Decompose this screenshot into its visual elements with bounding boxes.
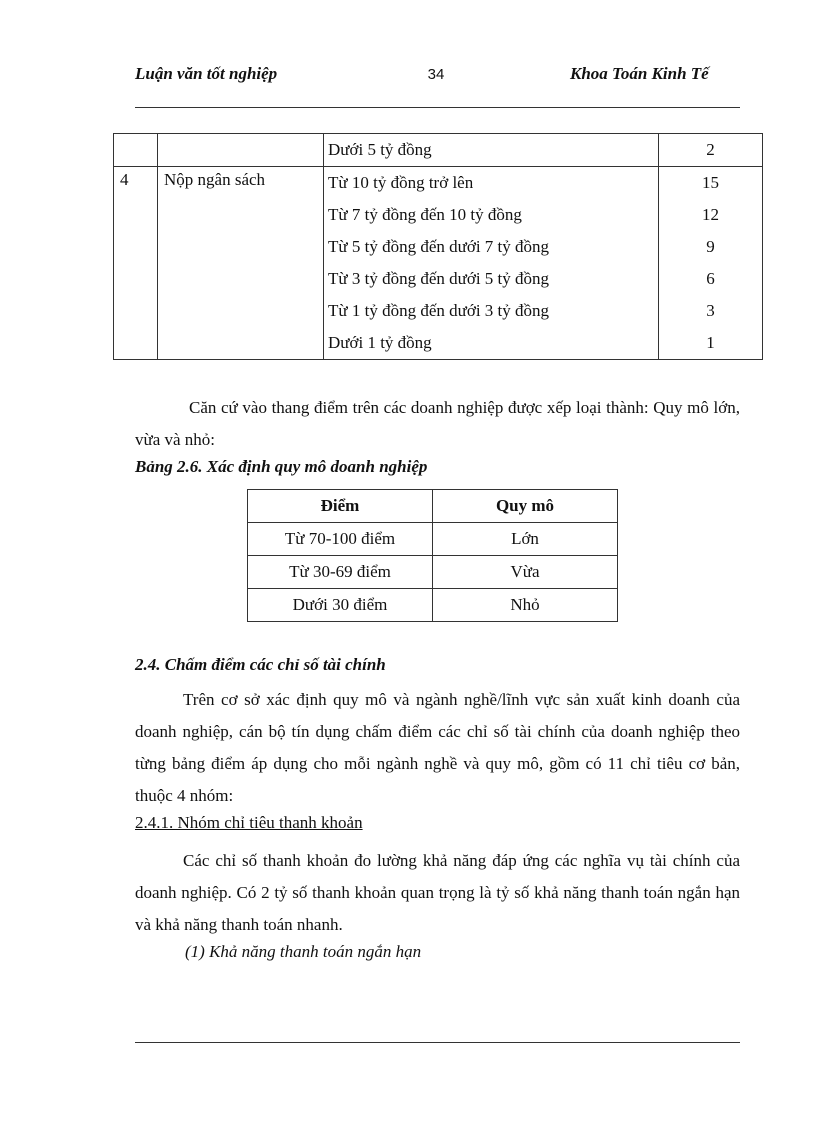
- row-number: 4: [114, 167, 158, 360]
- section-heading: 2.4. Chấm điểm các chỉ số tài chính: [135, 655, 386, 674]
- table-row: [248, 556, 618, 589]
- points-item: 6: [706, 269, 715, 288]
- size-cell: Vừa: [433, 556, 618, 589]
- size-cell: Lớn: [433, 523, 618, 556]
- range-item: Từ 5 tỷ đồng đến dưới 7 tỷ đồng: [328, 237, 550, 256]
- liquidity-paragraph: Các chỉ số thanh khoản đo lường khả năng đáp ứng các nghĩa vụ tài chính của doanh nghiệp. Có 2 tỷ số thanh khoản quan trọng là tỷ số khả năng thanh toán ngắn hạn và khả năng thanh toán nhanh.: [135, 851, 740, 934]
- footer-rule: [135, 1042, 740, 1043]
- score-cell: Từ 30-69 điểm: [248, 556, 433, 589]
- range-item: Từ 7 tỷ đồng đến 10 tỷ đồng: [328, 205, 522, 224]
- range-item: Từ 3 tỷ đồng đến dưới 5 tỷ đồng: [328, 269, 550, 288]
- points-item: 12: [702, 205, 719, 224]
- header-rule: [135, 107, 740, 108]
- points-item: 1: [706, 333, 715, 352]
- table-caption: Bảng 2.6. Xác định quy mô doanh nghiệp: [135, 457, 428, 476]
- criterion: [158, 134, 324, 167]
- table-row: [114, 167, 763, 360]
- scoring-table: [113, 133, 763, 360]
- points-item: 15: [702, 173, 719, 192]
- item-heading: (1) Khả năng thanh toán ngắn hạn: [185, 942, 422, 961]
- table-row: [248, 523, 618, 556]
- intro-paragraph: Căn cứ vào thang điểm trên các doanh nghiệp được xếp loại thành: Quy mô lớn, vừa và nhỏ:: [135, 398, 740, 449]
- range-cell: [324, 167, 659, 360]
- header-title-left: Luận văn tốt nghiệp: [135, 64, 278, 83]
- size-classification-table: [247, 489, 618, 622]
- points-item: 3: [706, 301, 715, 320]
- points-cell: [659, 167, 763, 360]
- table-header-row: [248, 490, 618, 523]
- criterion: Nộp ngân sách: [158, 167, 324, 360]
- range-item: Từ 10 tỷ đồng trở lên: [328, 173, 474, 192]
- column-header: Điểm: [248, 490, 433, 523]
- page-number: 34: [427, 66, 445, 83]
- points-item: 2: [706, 140, 715, 159]
- column-header: Quy mô: [433, 490, 618, 523]
- range-item: Từ 1 tỷ đồng đến dưới 3 tỷ đồng: [328, 301, 550, 320]
- row-number: [114, 134, 158, 167]
- header-title-right: Khoa Toán Kinh Tế: [570, 64, 709, 83]
- size-cell: Nhỏ: [433, 589, 618, 622]
- range-item: Dưới 1 tỷ đồng: [328, 333, 432, 352]
- score-cell: Từ 70-100 điểm: [248, 523, 433, 556]
- range-cell: [324, 134, 659, 167]
- range-item: Dưới 5 tỷ đồng: [328, 140, 432, 159]
- section-paragraph: Trên cơ sở xác định quy mô và ngành nghề/lĩnh vực sản xuất kinh doanh của doanh nghiệp, cán bộ tín dụng chấm điểm các chỉ số tài chính của doanh nghiệp theo từng bảng điểm áp dụng cho mỗi ngành nghề và quy mô, gồm có 11 chỉ tiêu cơ bản, thuộc 4 nhóm:: [135, 690, 740, 805]
- table-row: [114, 134, 763, 167]
- points-item: 9: [706, 237, 715, 256]
- table-row: [248, 589, 618, 622]
- points-cell: [659, 134, 763, 167]
- score-cell: Dưới 30 điểm: [248, 589, 433, 622]
- subsection-heading: 2.4.1. Nhóm chỉ tiêu thanh khoản: [135, 813, 363, 832]
